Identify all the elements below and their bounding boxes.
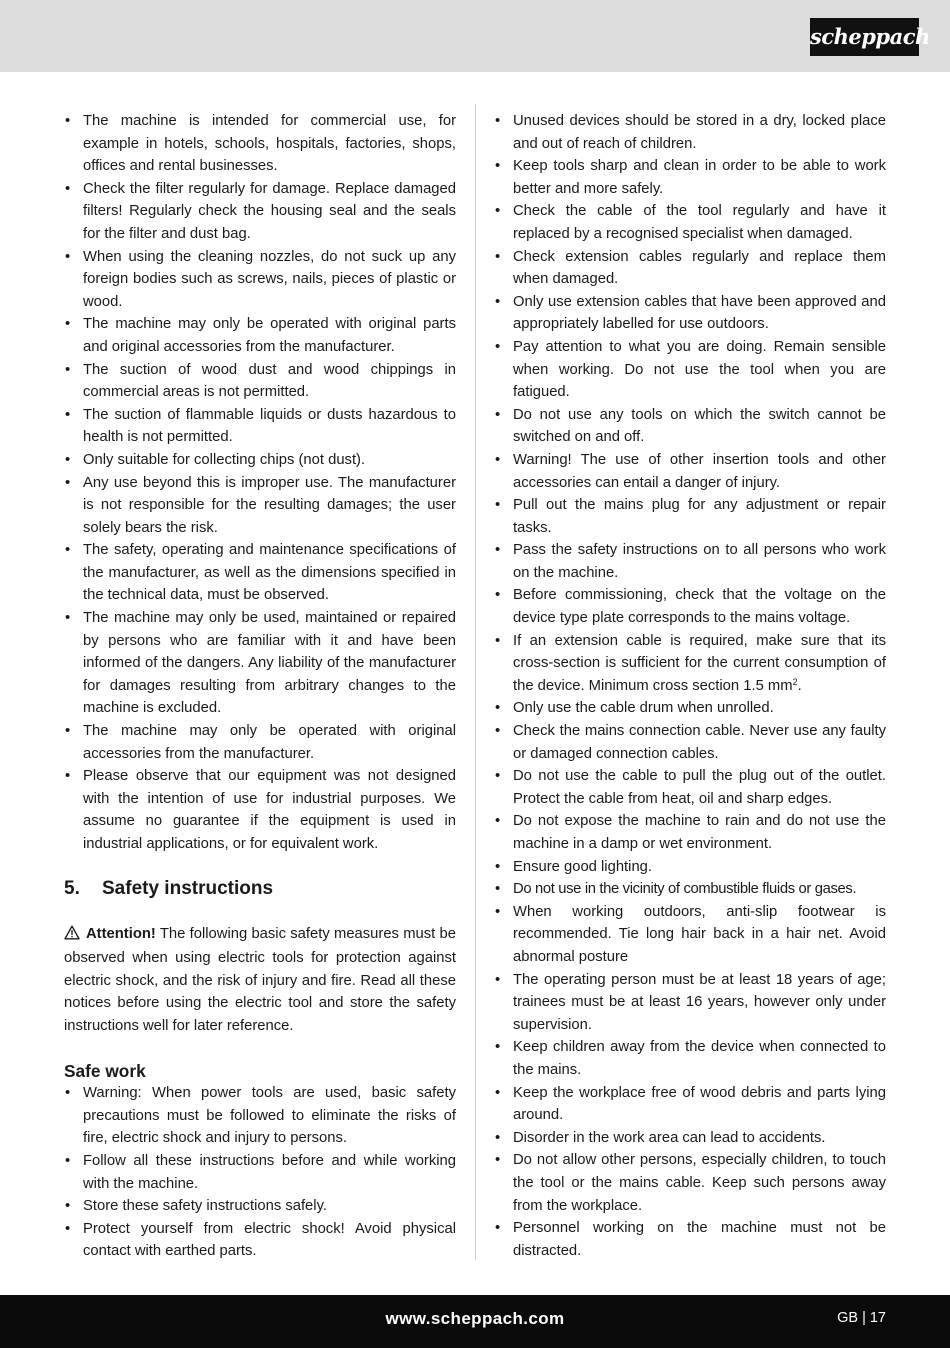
list-item: • Pull out the mains plug for any adjustment or repair tasks.	[494, 494, 886, 539]
attention-text: The following basic safety measures must be observed when using electric tools for protection against electric shock, and the risk of injury and fire. Read all these notices before using the electric tool and store the safety instructions well for later reference.	[64, 925, 456, 1034]
list-item: • Disorder in the work area can lead to accidents.	[494, 1127, 886, 1150]
safe-work-heading: Safe work	[64, 1060, 146, 1081]
list-item: • The suction of wood dust and wood chippings in commercial areas is not permitted.	[64, 359, 456, 404]
section-heading	[64, 876, 456, 902]
safety-list	[494, 110, 886, 1262]
list-item: • Check extension cables regularly and replace them when damaged.	[494, 246, 886, 291]
list-item: • Warning: When power tools are used, basic safety precautions must be followed to eliminate the risks of fire, electric shock and injury to persons.	[64, 1082, 456, 1150]
list-item: • When using the cleaning nozzles, do not suck up any foreign bodies such as screws, nails, pieces of plastic or wood.	[64, 246, 456, 314]
page-header	[0, 0, 950, 72]
right-column	[494, 110, 886, 1262]
list-item: • Do not use any tools on which the switch cannot be switched on and off.	[494, 404, 886, 449]
superscript: 2	[792, 676, 798, 687]
list-item: • The safety, operating and maintenance specifications of the manufacturer, as well as the dimensions specified in the technical data, must be observed.	[64, 539, 456, 607]
column-divider	[475, 104, 476, 1260]
list-item: • The operating person must be at least 18 years of age; trainees must be at least 16 years, however only under supervision.	[494, 969, 886, 1037]
list-item: • Ensure good lighting.	[494, 856, 886, 879]
cable-text: If an extension cable is required, make sure that its cross-section is sufficient for the current consumption of the device. Minimum cross section 1.5 mm	[513, 632, 886, 694]
section-number: 5.	[64, 877, 80, 899]
list-item: • Check the filter regularly for damage. Replace damaged filters! Regularly check the housing seal and the seals for the filter and dust bag.	[64, 178, 456, 246]
list-item: • Check the mains connection cable. Never use any faulty or damaged connection cables.	[494, 720, 886, 765]
list-item	[494, 630, 886, 698]
left-column	[64, 110, 456, 1263]
list-item: • Do not use in the vicinity of combustible fluids or gases.	[494, 878, 886, 901]
list-item: • Only use the cable drum when unrolled.	[494, 697, 886, 720]
list-item: • Do not expose the machine to rain and do not use the machine in a damp or wet environment.	[494, 810, 886, 855]
list-item: • Pay attention to what you are doing. Remain sensible when working. Do not use the tool when you are fatigued.	[494, 336, 886, 404]
list-item: • Please observe that our equipment was not designed with the intention of use for industrial purposes. We assume no guarantee if the equipment is used in industrial applications, or for equivalent work.	[64, 765, 456, 855]
list-item: • The machine may only be operated with original accessories from the manufacturer.	[64, 720, 456, 765]
website-link[interactable]: www.scheppach.com	[385, 1309, 565, 1328]
list-item: • Keep the workplace free of wood debris and parts lying around.	[494, 1082, 886, 1127]
list-item: • Only suitable for collecting chips (not dust).	[64, 449, 456, 472]
attention-paragraph	[64, 923, 456, 1038]
page-number: GB | 17	[837, 1310, 886, 1326]
list-item: • Protect yourself from electric shock! Avoid physical contact with earthed parts.	[64, 1218, 456, 1263]
cable-suffix: .	[797, 677, 802, 694]
list-item: • Personnel working on the machine must not be distracted.	[494, 1217, 886, 1262]
list-item: • Unused devices should be stored in a dry, locked place and out of reach of children.	[494, 110, 886, 155]
intended-use-list	[64, 110, 456, 856]
list-item: • Pass the safety instructions on to all persons who work on the machine.	[494, 539, 886, 584]
list-item: • Keep tools sharp and clean in order to be able to work better and more safely.	[494, 155, 886, 200]
brand-logo: scheppach	[810, 18, 919, 56]
list-item: • Only use extension cables that have been approved and appropriately labelled for use outdoors.	[494, 291, 886, 336]
safe-work-list	[64, 1082, 456, 1263]
list-item: • Do not allow other persons, especially children, to touch the tool or the mains cable. Keep such persons away from the workplace.	[494, 1149, 886, 1217]
list-item: • Store these safety instructions safely.	[64, 1195, 456, 1218]
list-item: • The machine may only be operated with original parts and original accessories from the manufacturer.	[64, 313, 456, 358]
list-item: • Check the cable of the tool regularly and have it replaced by a recognised specialist when damaged.	[494, 200, 886, 245]
section-title: Safety instructions	[102, 877, 274, 899]
list-item: • The machine may only be used, maintained or repaired by persons who are familiar with it and have been informed of the dangers. Any liability of the manufacturer for damages resulting from arbitrary changes to the machine is excluded.	[64, 607, 456, 720]
list-item: • Any use beyond this is improper use. The manufacturer is not responsible for the resulting damages; the user solely bears the risk.	[64, 472, 456, 540]
list-item: • Keep children away from the device when connected to the mains.	[494, 1036, 886, 1081]
list-item: • Warning! The use of other insertion tools and other accessories can entail a danger of injury.	[494, 449, 886, 494]
list-item: • The machine is intended for commercial use, for example in hotels, schools, hospitals, factories, shops, offices and rental businesses.	[64, 110, 456, 178]
attention-label: Attention!	[86, 925, 156, 942]
list-item: • The suction of flammable liquids or dusts hazardous to health is not permitted.	[64, 404, 456, 449]
page-footer	[0, 1295, 950, 1348]
list-item: • Before commissioning, check that the voltage on the device type plate corresponds to the mains voltage.	[494, 584, 886, 629]
list-item: • Follow all these instructions before and while working with the machine.	[64, 1150, 456, 1195]
list-item: • Do not use the cable to pull the plug out of the outlet. Protect the cable from heat, oil and sharp edges.	[494, 765, 886, 810]
warning-triangle-icon	[64, 925, 80, 948]
list-item: • When working outdoors, anti-slip footwear is recommended. Tie long hair back in a hair net. Avoid abnormal posture	[494, 901, 886, 969]
